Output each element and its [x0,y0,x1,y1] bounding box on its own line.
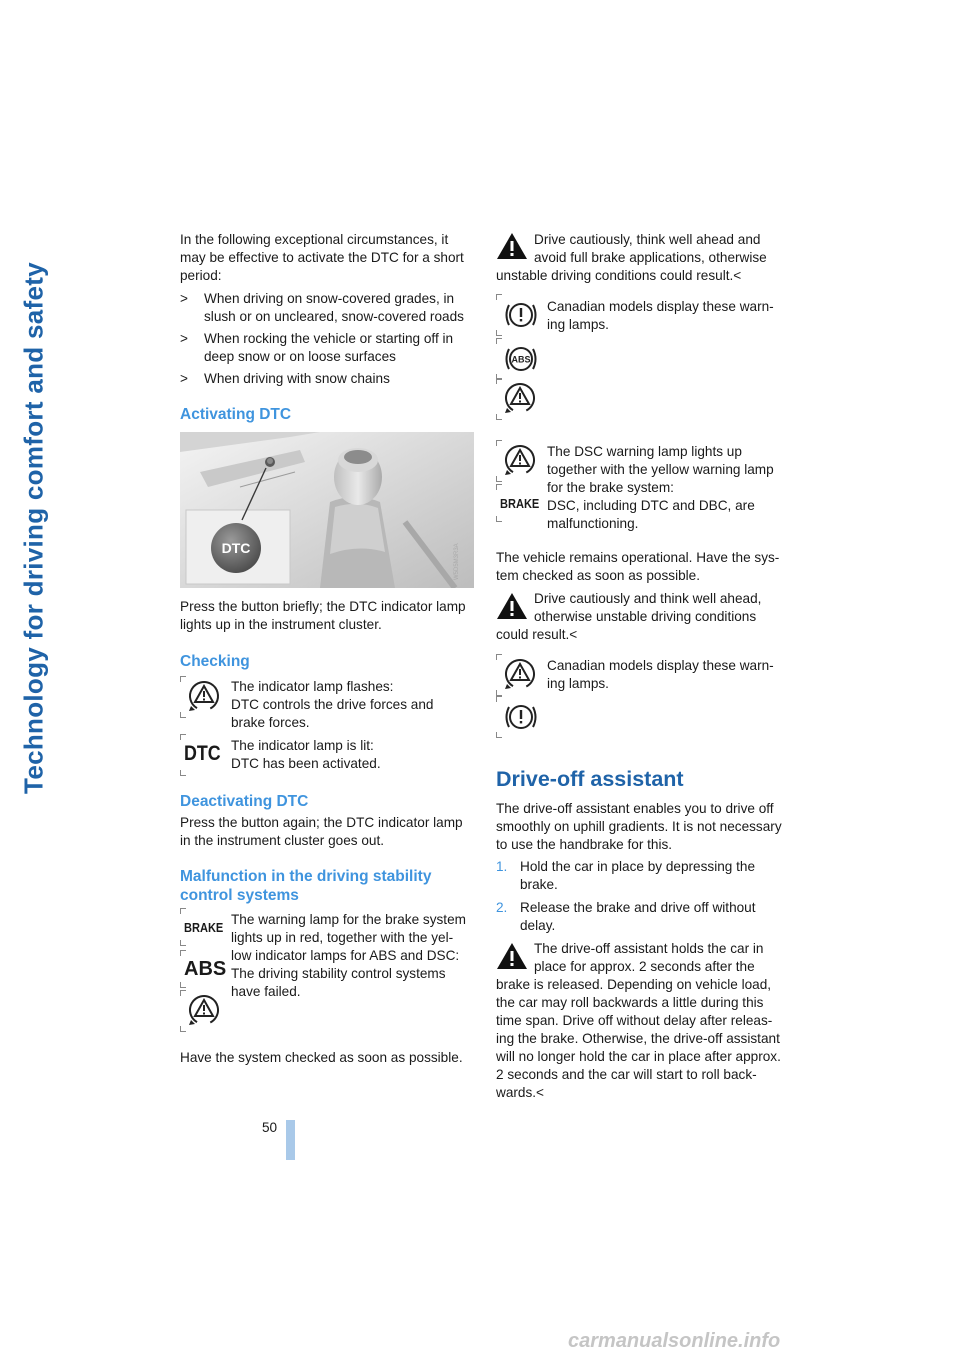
bullet-marker: > [180,331,188,346]
step-text: Release the brake and drive off without delay. [520,900,756,933]
activating-dtc-text: Press the button briefly; the DTC indicator lamp lights up in the instrument cluster. [180,599,466,632]
abs-circle-lamp [496,338,542,380]
checking-lit-text: The indicator lamp is lit: DTC has been activated. [231,738,381,771]
malfunction-text: The warning lamp for the brake system lights up in red, together with the yel- low indicator lamps for ABS and DSC: The driving stability control systems have failed. [231,912,466,999]
bullet-text: When driving on snow-covered grades, in slush or on uncleared, snow-covered roads [204,291,464,324]
checking-flash-text: The indicator lamp flashes: DTC controls the drive forces and brake forces. [231,679,434,730]
drive-off-assistant-heading: Drive-off assistant [496,767,684,791]
dsc-warning-icon [503,657,537,693]
activating-dtc-heading: Activating DTC [180,406,292,423]
end-mark: < [569,627,578,642]
brake-warning-circle-lamp [496,294,542,336]
dtc-lamp-label: DTC [184,742,221,765]
canadian-models-text: Canadian models display these warn- ing lamps. [547,658,774,691]
section-title-text: Technology for driving comfort and safety [18,262,49,794]
brake-warning-lamp [180,908,226,946]
console-drawing [180,432,474,588]
dsc-indicator-lamp [496,378,542,420]
warning-text: Drive cautiously, think well ahead and avoid full brake applications, otherwise unstable driving conditions could result.< [496,232,767,283]
dsc-indicator-lamp [180,990,226,1032]
have-system-checked-text: Have the system checked as soon as possible. [180,1050,463,1065]
deactivating-dtc-text: Press the button again; the DTC indicator lamp in the instrument cluster goes out. [180,815,463,848]
page-number: 50 [262,1120,278,1135]
dtc-indicator-lamp [180,734,226,776]
dsc-indicator-lamp [180,676,226,718]
brake-warning-circle-icon [503,699,539,735]
dsc-warning-icon [503,381,537,417]
intro-paragraph: In the following exceptional circumstances, it may be effective to activate the DTC for a short period: [180,232,464,283]
drive-off-intro-text: The drive-off assistant enables you to drive off smoothly on uphill gradients. It is not necessary to use the handbrake for this. [496,801,782,852]
warning-text: Drive cautiously and think well ahead, otherwise unstable driving conditions could result.< [496,591,762,642]
brake-warning-circle-icon [503,297,539,333]
dsc-warning-icon [503,443,537,479]
step-number: 2. [496,900,508,915]
deactivating-dtc-heading: Deactivating DTC [180,793,309,810]
abs-indicator-lamp [180,950,226,988]
brake-lamp-label: BRAKE [500,496,540,511]
bullet-marker: > [180,371,188,386]
bullet-text: When rocking the vehicle or starting off in deep snow or on loose surfaces [204,331,454,364]
malfunction-heading: Malfunction in the driving stability control systems [180,868,432,904]
dsc-warning-text: The DSC warning lamp lights up together with the yellow warning lamp for the brake system: DSC, including DTC and DBC, are malfunctioning. [547,444,774,531]
section-sidebar-title [10,228,58,828]
checking-heading: Checking [180,653,250,670]
brake-warning-lamp [496,484,542,522]
step-number: 1. [496,859,508,874]
bullet-marker: > [180,291,188,306]
abs-lamp-label: ABS [184,958,227,980]
image-code: W5D5M3R3A [454,543,460,580]
dsc-indicator-lamp [496,440,542,482]
dsc-warning-icon [187,679,221,715]
warning-text: The drive-off assistant holds the car in place for approx. 2 seconds after the brake is released. Depending on vehicle load, the car may roll backwards a little during this time span. Drive off without delay after releas- ing the brake. Otherwise, the drive-off assistant will no longer hold the car in place after approx. 2 seconds and the car will start to roll back- wards.< [496,941,781,1100]
canadian-models-text: Canadian models display these warn- ing lamps. [547,299,774,332]
footer-accent-bar [286,1120,295,1160]
dsc-indicator-lamp [496,654,542,696]
vehicle-operational-text: The vehicle remains operational. Have the sys- tem checked as soon as possible. [496,550,780,583]
step-text: Hold the car in place by depressing the brake. [520,859,756,892]
brake-warning-circle-lamp [496,696,542,738]
dsc-warning-icon [187,993,221,1029]
abs-circle-icon [503,341,539,377]
end-mark: < [536,1085,544,1100]
svg-text:ABS: ABS [511,354,531,365]
dtc-button-label: DTC [221,540,251,556]
brake-lamp-label: BRAKE [184,920,224,935]
watermark-text: carmanualsonline.info [568,1330,781,1352]
end-mark: < [733,268,742,283]
dtc-button-illustration [180,432,474,588]
bullet-text: When driving with snow chains [204,371,390,386]
